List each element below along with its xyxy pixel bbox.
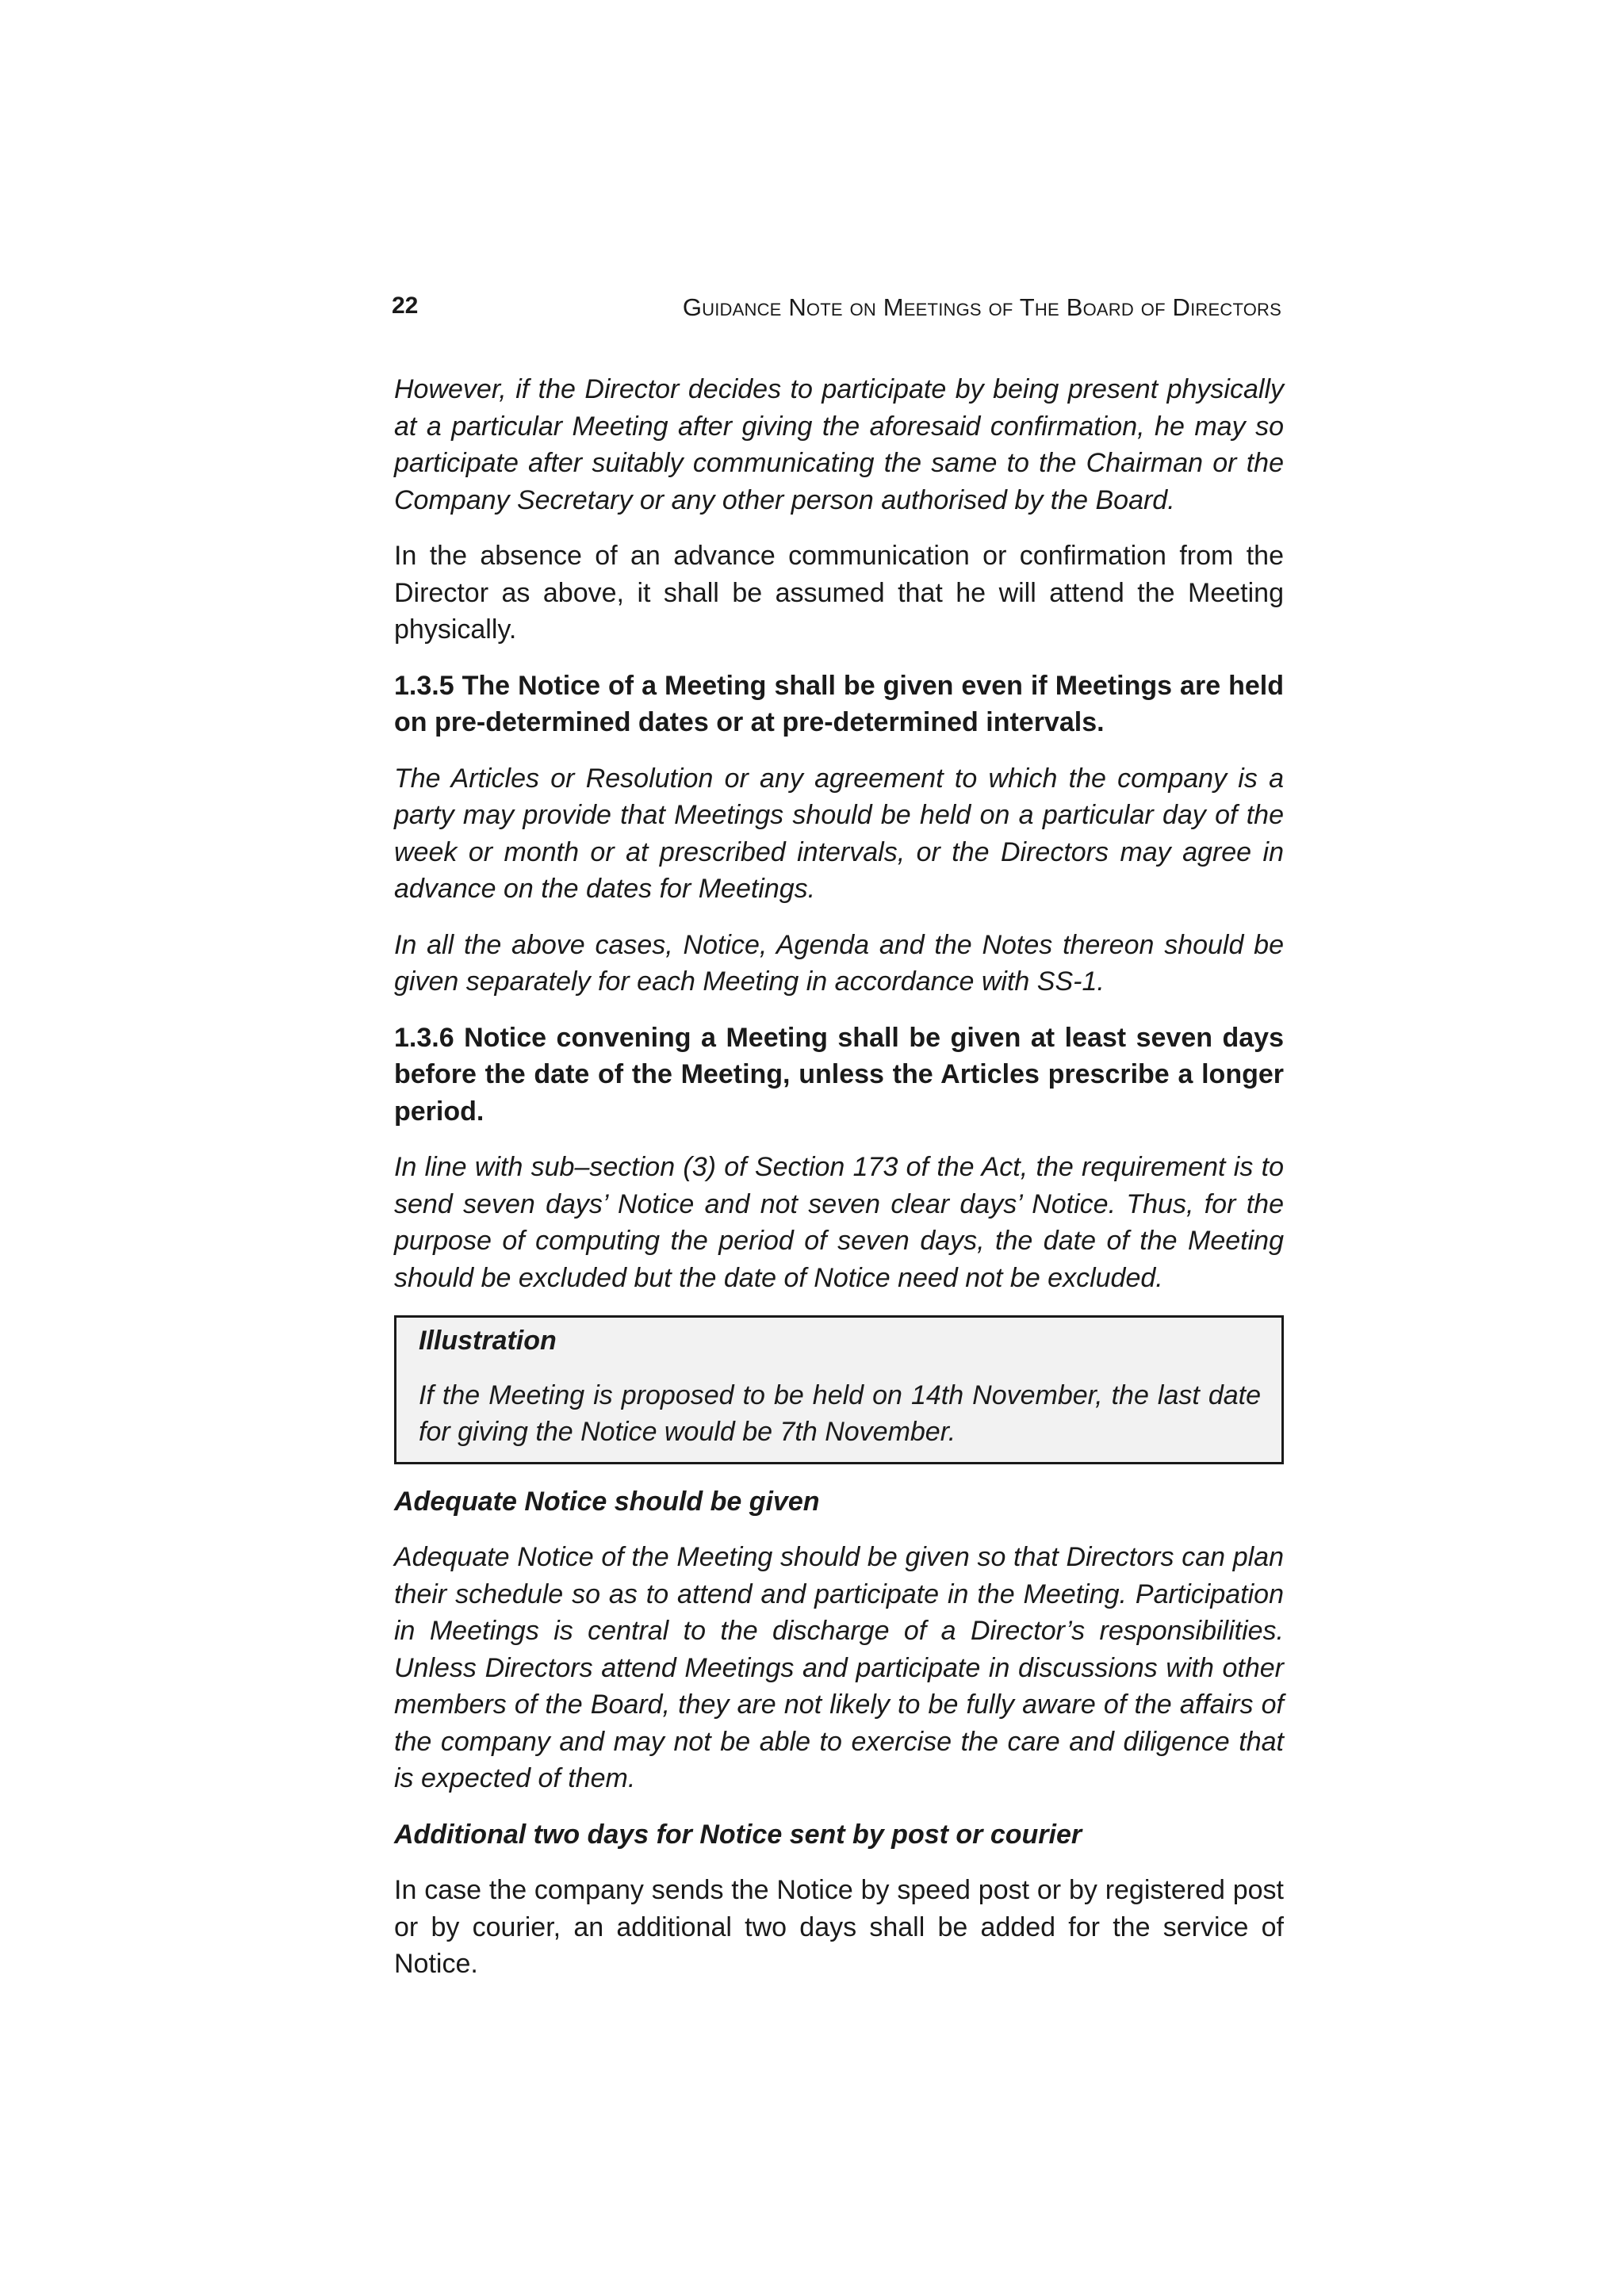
illustration-box	[394, 1315, 1284, 1464]
section-heading-1-3-6: 1.3.6 Notice convening a Meeting shall be given at least seven days before the date of the Meeting, unless the Articles prescribe a longer period.	[394, 1022, 1284, 1127]
paragraph-physical-participation: However, if the Director decides to participate by being present physically at a particular Meeting after giving the aforesaid confirmation, he may so participate after suitably communicating the same to the Chairman or the Company Secretary or any other person authorised by the Board.	[394, 374, 1284, 515]
paragraph-seven-days-notice: In line with sub–section (3) of Section 173 of the Act, the requirement is to send seven days’ Notice and not seven clear days’ Notice. Thus, for the purpose of computing the period of seven days, the date of the Meeting should be excluded but the date of Notice need not be excluded.	[394, 1152, 1284, 1293]
paragraph-advance-communication: In the absence of an advance communication or confirmation from the Director as above, it shall be assumed that he will attend the Meeting physically.	[394, 541, 1284, 645]
illustration-text: If the Meeting is proposed to be held on 14th November, the last date for giving the Notice would be 7th November.	[419, 1380, 1261, 1447]
paragraph-post-courier: In case the company sends the Notice by speed post or by registered post or by courier, an additional two days shall be added for the service of Notice.	[394, 1875, 1284, 1979]
paragraph-adequate-notice: Adequate Notice of the Meeting should be given so that Directors can plan their schedule so as to attend and participate in the Meeting. Participation in Meetings is central to the discharge of a Director’s responsibilities. Unless Directors attend Meetings and participate in discussions with other members of the Board, they are not likely to be fully aware of the affairs of the company and may not be able to exercise the care and diligence that is expected of them.	[394, 1542, 1284, 1793]
paragraph-predetermined-dates: The Articles or Resolution or any agreement to which the company is a party may provide that Meetings should be held on a particular day of the week or month or at prescribed intervals, or the Directors may agree in advance on the dates for Meetings.	[394, 763, 1284, 904]
section-heading-1-3-5: 1.3.5 The Notice of a Meeting shall be given even if Meetings are held on pre-determined dates or at pre-determined intervals.	[394, 670, 1284, 737]
running-header: Guidance Note on Meetings of The Board of Directors	[682, 293, 1281, 321]
subheading-adequate-notice: Adequate Notice should be given	[394, 1486, 820, 1517]
page-number: 22	[392, 293, 419, 319]
page-content	[394, 371, 1284, 2002]
paragraph-separate-notice: In all the above cases, Notice, Agenda and the Notes thereon should be given separately for each Meeting in accordance with SS-1.	[394, 929, 1284, 997]
illustration-title: Illustration	[419, 1326, 557, 1356]
subheading-post-courier: Additional two days for Notice sent by post or courier	[394, 1819, 1082, 1850]
